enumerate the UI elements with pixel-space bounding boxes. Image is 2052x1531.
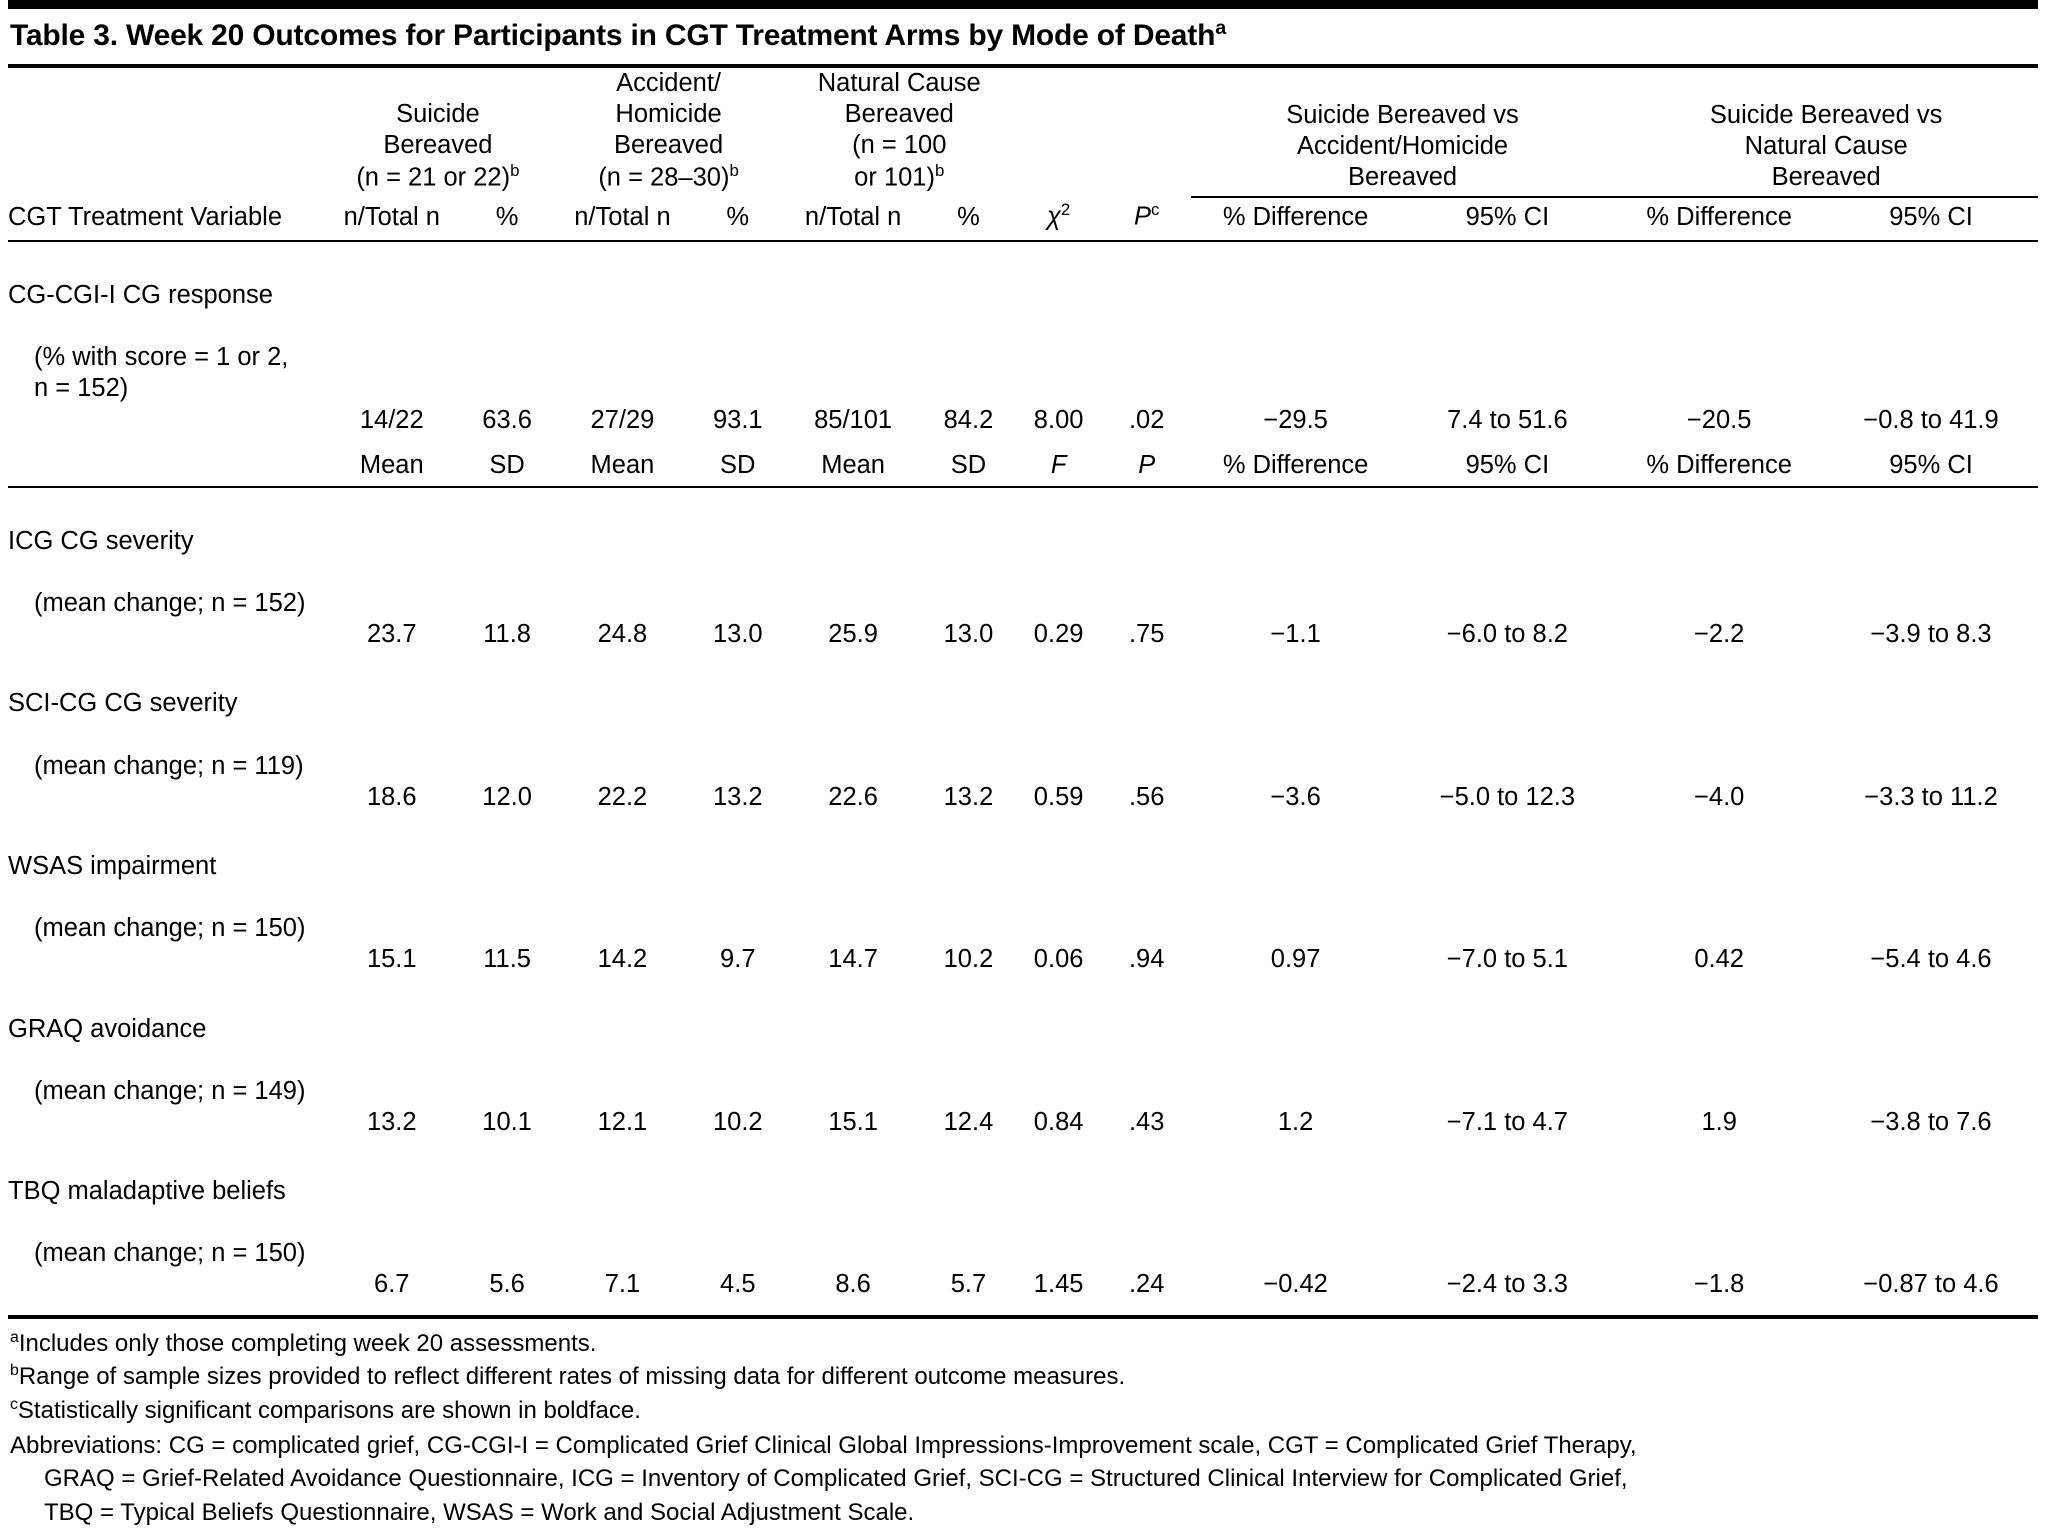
cell-r5-c8: −0.42 [1263, 1270, 1328, 1299]
col-header-p-value-2: P [1138, 450, 1156, 479]
cell-r1-c3: 13.0 [712, 620, 763, 649]
cell-r0-c4: 85/101 [814, 405, 893, 434]
row-variable-name: CG-CGI-I CG response [8, 281, 273, 310]
col-header-b1-4: n/Total n [804, 202, 902, 231]
cell-r3-c5: 10.2 [943, 945, 994, 974]
group-header-chi-blank [1015, 68, 1103, 198]
cell-r5-c10: −1.8 [1694, 1270, 1745, 1299]
cell-r1-c1: 11.8 [483, 620, 531, 649]
cell-r2-c11: −3.3 to 11.2 [1864, 782, 1998, 811]
row-variable-cg-cgi-i [8, 241, 323, 436]
abbreviations-line-1: Abbreviations: CG = complicated grief, CG-CGI-I = Complicated Grief Clinical Global Impressions-Improvement scale, CGT = Complicated Grief Therapy, [10, 1431, 1637, 1459]
cell-r0-c6: 8.00 [1033, 405, 1084, 434]
col-header-b1-10: % Difference [1646, 202, 1792, 231]
cell-r1-c5: 13.0 [943, 620, 994, 649]
col-header-b2-2: Mean [590, 450, 655, 479]
row-variable-subnote: (mean change; n = 149) [34, 1076, 306, 1105]
cell-r5-c3: 4.5 [720, 1270, 756, 1299]
cell-r1-c9: −6.0 to 8.2 [1446, 620, 1568, 649]
cell-r4-c3: 10.2 [712, 1107, 763, 1136]
row-variable-name: SCI-CG CG severity [8, 689, 238, 718]
row-variable-name: TBQ maladaptive beliefs [8, 1177, 286, 1206]
cell-r2-c7: .56 [1128, 782, 1165, 811]
cell-r0-c7: .02 [1128, 405, 1165, 434]
cell-r4-c9: −7.1 to 4.7 [1446, 1107, 1568, 1136]
col-header-b1-2: n/Total n [574, 202, 671, 231]
row-variable-subnote: (% with score = 1 or 2, n = 152) [34, 343, 289, 403]
outcomes-table [8, 68, 2038, 1315]
cell-r0-c0: 14/22 [359, 405, 424, 434]
footnote-b-text: Range of sample sizes provided to reflect different rates of missing data for different outcome measures. [18, 1363, 1126, 1391]
cell-r1-c11: −3.9 to 8.3 [1870, 620, 1992, 649]
cell-r0-c9: 7.4 to 51.6 [1447, 405, 1568, 434]
cell-r2-c3: 13.2 [712, 782, 763, 811]
cell-r1-c6: 0.29 [1033, 620, 1084, 649]
col-header-b1-5: % [957, 202, 980, 231]
cell-r1-c10: −2.2 [1694, 620, 1745, 649]
cell-r0-c3: 93.1 [712, 405, 763, 434]
row-header-label: CGT Treatment Variable [8, 202, 283, 231]
cell-r4-c4: 15.1 [828, 1107, 878, 1136]
cell-r5-c4: 8.6 [835, 1270, 871, 1299]
cell-r4-c5: 12.4 [943, 1107, 994, 1136]
col-header-b2-5: SD [950, 450, 987, 479]
cell-r2-c2: 22.2 [597, 782, 648, 811]
cell-r2-c6: 0.59 [1033, 782, 1084, 811]
cell-r0-c1: 63.6 [482, 405, 532, 434]
cell-r4-c10: 1.9 [1701, 1107, 1737, 1136]
col-header-b2-3: SD [720, 450, 756, 479]
table-row [8, 650, 2038, 813]
footnote-a: $^a$Includes only those completing week 20 assessments. [10, 1328, 597, 1357]
cell-r5-c11: −0.87 to 4.6 [1863, 1270, 1999, 1299]
group-header-natural-cause: Natural Cause Bereaved (n = 100 or 101)$^b$ [817, 68, 981, 192]
row-variable-name: GRAQ avoidance [8, 1014, 207, 1043]
column-header-row-block1 [8, 197, 2038, 240]
cell-r3-c7: .94 [1128, 945, 1165, 974]
cell-r3-c11: −5.4 to 4.6 [1870, 945, 1992, 974]
cell-r2-c9: −5.0 to 12.3 [1439, 782, 1576, 811]
cell-r5-c5: 5.7 [950, 1270, 987, 1299]
col-header-b2-9: 95% CI [1465, 450, 1550, 479]
cell-r5-c7: .24 [1128, 1270, 1165, 1299]
page-title [8, 9, 2038, 64]
col-header-b1-3: % [726, 202, 750, 231]
cell-r1-c8: −1.1 [1270, 620, 1321, 649]
cell-r1-c7: .75 [1128, 620, 1165, 649]
table-row [8, 241, 2038, 436]
cell-r3-c3: 9.7 [720, 945, 756, 974]
cell-r5-c2: 7.1 [604, 1270, 641, 1299]
cell-r5-c0: 6.7 [374, 1270, 410, 1299]
page-title-superscript: a [1215, 17, 1227, 39]
row-variable-subnote: (mean change; n = 152) [34, 589, 306, 618]
col-header-p-value: $P^c$ [1133, 200, 1160, 231]
cell-r2-c10: −4.0 [1694, 782, 1745, 811]
col-header-b2-1: SD [489, 450, 525, 479]
col-header-b2-10: % Difference [1646, 450, 1792, 479]
cell-r4-c0: 13.2 [366, 1107, 417, 1136]
footnote-a-text: Includes only those completing week 20 assessments. [18, 1329, 597, 1357]
cell-r3-c6: 0.06 [1033, 945, 1084, 974]
group-header-blank [8, 68, 323, 198]
row-variable-wsas [8, 813, 323, 976]
top-black-bar [8, 0, 2038, 9]
cell-r3-c0: 15.1 [366, 945, 417, 974]
col-header-b2-8: % Difference [1222, 450, 1369, 479]
cell-r2-c8: −3.6 [1270, 782, 1321, 811]
cell-r3-c9: −7.0 to 5.1 [1446, 945, 1568, 974]
cell-r3-c4: 14.7 [828, 945, 878, 974]
col-header-b2-0: Mean [359, 450, 424, 479]
row-variable-tbq [8, 1138, 323, 1301]
row-variable-graq [8, 975, 323, 1138]
footnote-b: $^b$Range of sample sizes provided to reflect different rates of missing data for different outcome measures. [10, 1362, 1126, 1391]
row-variable-subnote: (mean change; n = 150) [34, 914, 306, 943]
abbreviations-line-3: TBQ = Typical Beliefs Questionnaire, WSAS = Work and Social Adjustment Scale. [44, 1498, 915, 1526]
cell-r1-c4: 25.9 [828, 620, 878, 649]
cell-r3-c8: 0.97 [1270, 945, 1321, 974]
column-header-row-block2 [8, 436, 2038, 486]
cell-r5-c9: −2.4 to 3.3 [1446, 1270, 1568, 1299]
cell-r0-c5: 84.2 [943, 405, 994, 434]
abbreviations-line-2: GRAQ = Grief-Related Avoidance Questionnaire, ICG = Inventory of Complicated Grief, SCI-CG = Structured Clinical Interview for Complicated Grief, [44, 1465, 1628, 1493]
spacer-cell [8, 1301, 2038, 1315]
cell-r5-c6: 1.45 [1033, 1270, 1084, 1299]
group-header-suicide-vs-natural: Suicide Bereaved vs Natural Cause Bereaved [1614, 68, 2038, 198]
col-header-b1-8: % Difference [1222, 202, 1369, 231]
group-header-suicide: Suicide Bereaved (n = 21 or 22)$^b$ [356, 99, 520, 192]
cell-r0-c2: 27/29 [590, 405, 655, 434]
cell-r0-c8: −29.5 [1263, 405, 1328, 434]
cell-r2-c1: 12.0 [482, 782, 532, 811]
table-row [8, 813, 2038, 976]
cell-r4-c2: 12.1 [597, 1107, 648, 1136]
table-bottom-spacer [8, 1301, 2038, 1315]
page-title-text: Table 3. Week 20 Outcomes for Participants in CGT Treatment Arms by Mode of Death [10, 19, 1216, 52]
cell-r1-c0: 23.7 [366, 620, 417, 649]
footnote-c-text: Statistically significant comparisons are shown in boldface. [17, 1396, 641, 1424]
row-variable-subnote: (mean change; n = 119) [34, 751, 304, 780]
col-header-f-value: F [1050, 450, 1067, 479]
footnotes [8, 1319, 2038, 1531]
table-row [8, 1138, 2038, 1301]
col-header-b1-11: 95% CI [1889, 202, 1973, 231]
row-variable-name: WSAS impairment [8, 852, 217, 881]
cell-r4-c7: .43 [1128, 1107, 1165, 1136]
cell-r2-c4: 22.6 [828, 782, 878, 811]
table-row [8, 975, 2038, 1138]
cell-r4-c11: −3.8 to 7.6 [1870, 1107, 1992, 1136]
cell-r3-c2: 14.2 [597, 945, 648, 974]
row-variable-subnote: (mean change; n = 150) [34, 1239, 306, 1268]
cell-r4-c1: 10.1 [482, 1107, 532, 1136]
cell-r0-c11: −0.8 to 41.9 [1863, 405, 1999, 434]
group-header-p-blank [1103, 68, 1191, 198]
cell-r5-c1: 5.6 [489, 1270, 525, 1299]
group-header-accident-homicide: Accident/ Homicide Bereaved (n = 28–30)$^b$ [598, 68, 739, 192]
col-header-b1-9: 95% CI [1465, 202, 1550, 231]
footnote-c: $^c$Statistically significant comparisons are shown in boldface. [10, 1395, 641, 1424]
row-variable-sci-cg [8, 650, 323, 813]
group-header-row [8, 68, 2038, 198]
cell-r2-c5: 13.2 [943, 782, 994, 811]
cell-r4-c6: 0.84 [1033, 1107, 1084, 1136]
block2-header-blank [8, 436, 323, 486]
col-header-b1-0: n/Total n [343, 202, 440, 231]
cell-r2-c0: 18.6 [366, 782, 417, 811]
cell-r3-c10: 0.42 [1694, 945, 1744, 974]
row-variable-name: ICG CG severity [8, 526, 194, 555]
row-variable-icg [8, 487, 323, 651]
table-row [8, 487, 2038, 651]
cell-r3-c1: 11.5 [483, 945, 531, 974]
cell-r0-c10: −20.5 [1686, 405, 1752, 434]
col-header-b1-1: % [495, 202, 519, 231]
group-header-suicide-vs-accident: Suicide Bereaved vs Accident/Homicide Bereaved [1191, 68, 1615, 198]
cell-r4-c8: 1.2 [1277, 1107, 1314, 1136]
abbreviations [10, 1428, 2038, 1531]
col-header-chi-square: $\chi^2$ [1046, 200, 1071, 231]
col-header-b2-4: Mean [821, 450, 885, 479]
col-header-b2-11: 95% CI [1889, 450, 1973, 479]
cell-r1-c2: 24.8 [597, 620, 648, 649]
